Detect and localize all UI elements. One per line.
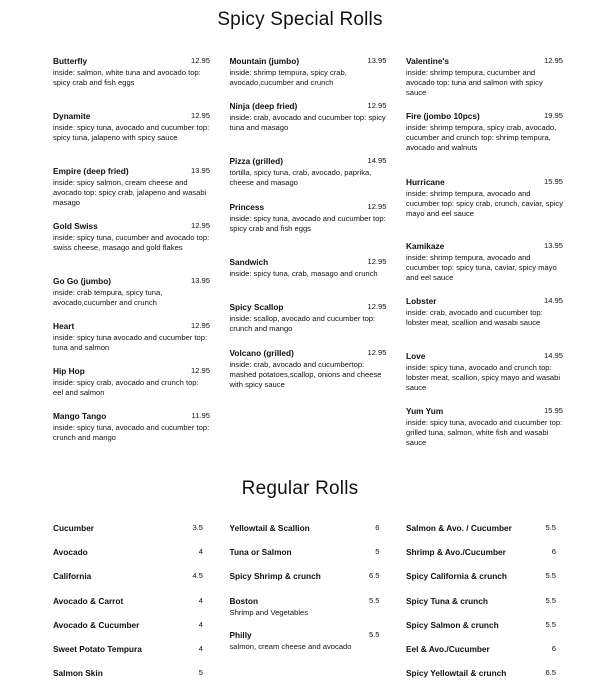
item-price: 4.5 <box>192 571 203 581</box>
item-price: 6.5 <box>368 571 380 581</box>
item-name: Spicy Scallop <box>229 302 284 312</box>
item-description: Shrimp and Vegetables <box>229 607 309 617</box>
item-name: Boston <box>229 595 259 606</box>
menu-item <box>53 320 210 365</box>
item-name: Tuna or Salmon <box>229 547 292 558</box>
menu-item <box>53 570 203 594</box>
item-price: 3.5 <box>192 523 203 532</box>
regular-rolls-title: Regular Rolls <box>241 478 359 499</box>
item-price: 5.5 <box>545 619 556 629</box>
item-name: Salmon Skin <box>53 668 103 679</box>
menu-item <box>230 201 387 256</box>
menu-item <box>53 275 210 320</box>
item-price: 12.95 <box>543 56 563 65</box>
menu-item <box>53 410 210 455</box>
menu-item <box>53 667 203 691</box>
item-price: 12.95 <box>190 366 210 375</box>
item-price: 14.95 <box>543 296 563 305</box>
item-price: 11.95 <box>191 411 210 420</box>
item-name: Ninja (deep fried) <box>229 101 298 111</box>
item-name: Spicy Tuna & crunch <box>406 595 488 606</box>
item-price: 5.5 <box>368 629 380 639</box>
item-name: Pizza (grilled) <box>229 156 283 166</box>
item-price: 4 <box>198 643 203 653</box>
item-description: inside: spicy crab, avocado and crunch top: eel and salmon <box>53 378 199 397</box>
item-description: inside: spicy tuna, cucumber and avocado top: swiss cheese, masago and gold flakes <box>53 233 210 252</box>
item-description: inside: spicy tuna, crab, masago and crunch <box>229 269 378 278</box>
item-description: inside: salmon, white tuna and avocado top: spicy crab and fish eggs <box>53 68 201 87</box>
item-name: Philly <box>229 629 252 640</box>
item-name: Princess <box>229 202 265 212</box>
item-name: Yum Yum <box>406 406 444 416</box>
menu-item <box>53 619 203 643</box>
menu-item <box>406 295 563 350</box>
item-price: 13.95 <box>190 276 210 285</box>
item-price: 12.95 <box>367 257 387 266</box>
item-price: 6 <box>551 643 556 653</box>
item-name: Avocado & Carrot <box>53 595 124 606</box>
item-description: inside: crab, avocado and cucumbertop: mashed potatoes,scallop, onions and cheese with spicy sauce <box>229 360 382 389</box>
item-name: Fire (jombo 10pcs) <box>406 111 480 121</box>
menu-item <box>53 522 203 546</box>
item-price: 14.95 <box>367 156 387 165</box>
item-price: 5.5 <box>545 595 556 605</box>
menu-item <box>53 55 210 110</box>
item-price: 13.95 <box>367 56 387 65</box>
item-price: 12.95 <box>367 101 387 110</box>
item-name: Eel & Avo./Cucumber <box>406 643 490 654</box>
item-description: inside: spicy salmon, cream cheese and avocado top: spicy crab, jalapeno and wasabi masago <box>53 178 207 207</box>
item-name: Hurricane <box>406 177 445 187</box>
menu-item <box>53 110 210 165</box>
item-price: 4 <box>198 595 203 605</box>
menu-item <box>406 595 556 619</box>
item-name: Spicy Salmon & crunch <box>406 619 499 630</box>
item-price: 12.95 <box>367 348 387 357</box>
item-price: 5.5 <box>368 595 380 605</box>
item-price: 13.95 <box>543 241 563 250</box>
item-name: Gold Swiss <box>53 221 98 231</box>
item-price: 5 <box>198 668 203 678</box>
item-price: 14.95 <box>543 351 563 360</box>
item-name: Volcano (grilled) <box>229 348 294 358</box>
menu-item <box>230 256 387 301</box>
item-price: 12.95 <box>190 321 210 330</box>
item-description: inside: scallop, avocado and cucumber top: crunch and mango <box>229 314 376 333</box>
menu-item <box>406 643 556 667</box>
item-description: inside: crab, avocado and cucumber top: lobster meat, scallion and wasabi sauce <box>406 308 543 327</box>
menu-item <box>230 595 380 629</box>
regular-rolls-grid <box>53 522 556 691</box>
menu-item <box>406 176 563 240</box>
item-price: 13.95 <box>190 166 210 175</box>
menu-item <box>53 643 203 667</box>
item-description: inside: shrimp tempura, avocado and cucumber top: spicy tuna, caviar, spicy mayo and eel sauce <box>406 253 557 282</box>
item-price: 15.95 <box>543 177 563 186</box>
menu-item <box>406 546 556 570</box>
item-description: inside: spicy tuna, avocado and crunch top: lobster meat, scallion, spicy mayo and wasabi sauce <box>406 363 561 392</box>
regular-column <box>406 522 556 691</box>
menu-item <box>230 55 387 100</box>
menu-item <box>406 405 563 460</box>
item-name: Sweet Potato Tempura <box>53 643 142 654</box>
menu-item <box>53 220 210 275</box>
item-price: 4 <box>198 619 203 629</box>
special-column <box>406 55 563 460</box>
item-description: inside: spicy tuna, avocado and cucumber top: crunch and mango <box>53 423 210 442</box>
item-name: Sandwich <box>229 257 269 267</box>
item-name: Shrimp & Avo./Cucumber <box>406 547 506 558</box>
menu-item <box>406 350 563 405</box>
menu-item <box>230 629 380 667</box>
item-name: California <box>53 571 92 582</box>
regular-column <box>53 522 203 691</box>
item-name: Salmon & Avo. / Cucumber <box>406 523 512 533</box>
item-price: 12.95 <box>367 202 387 211</box>
special-rolls-grid <box>53 55 563 460</box>
item-description: inside: crab tempura, spicy tuna, avocado,cucumber and crunch <box>53 288 163 307</box>
menu-item <box>53 165 210 220</box>
item-description: inside: spicy tuna, avocado and cucumber top: spicy tuna, jalapeno with spicy sauce <box>53 123 210 142</box>
item-price: 6.5 <box>545 668 556 678</box>
special-column <box>53 55 210 460</box>
regular-column <box>230 522 380 691</box>
menu-item <box>406 240 563 295</box>
item-price: 15.95 <box>543 406 563 415</box>
item-name: Heart <box>53 321 75 331</box>
item-price: 12.95 <box>190 221 210 230</box>
item-name: Spicy California & crunch <box>406 571 507 582</box>
menu-item <box>53 595 203 619</box>
menu-item <box>230 100 387 155</box>
special-column <box>230 55 387 460</box>
item-price: 12.95 <box>190 56 210 65</box>
menu-item <box>406 110 563 176</box>
item-description: inside: shrimp tempura, cucumber and avocado top: tuna and salmon with spicy sauce <box>406 68 543 97</box>
item-name: Kamikaze <box>406 241 445 251</box>
item-description: inside: shrimp tempura, avocado and cucumber top: spicy crab, crunch, caviar, spicy mayo and eel sauce <box>406 189 563 218</box>
item-name: Avocado <box>53 547 88 558</box>
item-name: Valentine's <box>406 56 450 66</box>
menu-item <box>406 570 556 594</box>
item-price: 6 <box>551 547 556 557</box>
item-description: inside: spicy tuna avocado and cucumber top: tuna and salmon <box>53 333 208 352</box>
item-price: 5 <box>375 547 380 557</box>
menu-item <box>230 301 387 347</box>
menu-item <box>230 570 380 594</box>
menu-item <box>406 619 556 643</box>
item-description: inside: spicy tuna, avocado and cucumber top: grilled tuna, salmon, white fish and wasabi sauce <box>406 418 563 447</box>
item-price: 4 <box>198 547 203 557</box>
item-name: Hip Hop <box>53 366 85 376</box>
item-description: inside: shrimp tempura, spicy crab, avocado, cucumber and crunch top: shrimp tempura, avocado and walnuts <box>406 123 557 152</box>
item-name: Cucumber <box>53 523 95 533</box>
item-price: 19.95 <box>543 111 563 120</box>
menu-item <box>230 546 380 570</box>
item-price: 12.95 <box>367 302 387 311</box>
item-name: Butterfly <box>53 56 88 66</box>
item-price: 6 <box>375 523 380 532</box>
item-price: 12.95 <box>190 111 210 120</box>
menu-item <box>230 155 387 201</box>
item-name: Empire (deep fried) <box>53 166 129 176</box>
item-name: Mountain (jumbo) <box>229 56 300 66</box>
menu-item <box>53 546 203 570</box>
item-price: 5.5 <box>545 523 556 532</box>
item-description: inside: shrimp tempura, spicy crab, avocado,cucumber and crunch <box>229 68 347 87</box>
menu-item <box>406 667 556 691</box>
item-description: salmon, cream cheese and avocado <box>229 641 352 651</box>
menu-item <box>406 55 563 110</box>
menu-item <box>53 365 210 410</box>
spicy-special-rolls-title: Spicy Special Rolls <box>217 9 383 30</box>
item-name: Lobster <box>406 296 437 306</box>
item-description: inside: crab, avocado and cucumber top: spicy tuna and masago <box>229 113 386 132</box>
item-name: Avocado & Cucumber <box>53 619 140 630</box>
item-description: tortilla, spicy tuna, crab, avocado, paprika, cheese and masago <box>229 168 372 187</box>
item-name: Spicy Shrimp & crunch <box>229 571 321 582</box>
item-name: Dynamite <box>53 111 91 121</box>
item-name: Love <box>406 351 426 361</box>
item-description: inside: spicy tuna, avocado and cucumber top: spicy crab and fish eggs <box>229 214 386 233</box>
menu-item <box>230 347 387 402</box>
item-name: Mango Tango <box>53 411 107 421</box>
item-name: Yellowtail & Scallion <box>229 523 310 533</box>
menu-item <box>406 522 556 546</box>
item-name: Spicy Yellowtail & crunch <box>406 668 507 679</box>
item-price: 5.5 <box>545 571 556 581</box>
menu-item <box>230 522 380 546</box>
item-name: Go Go (jumbo) <box>53 276 112 286</box>
